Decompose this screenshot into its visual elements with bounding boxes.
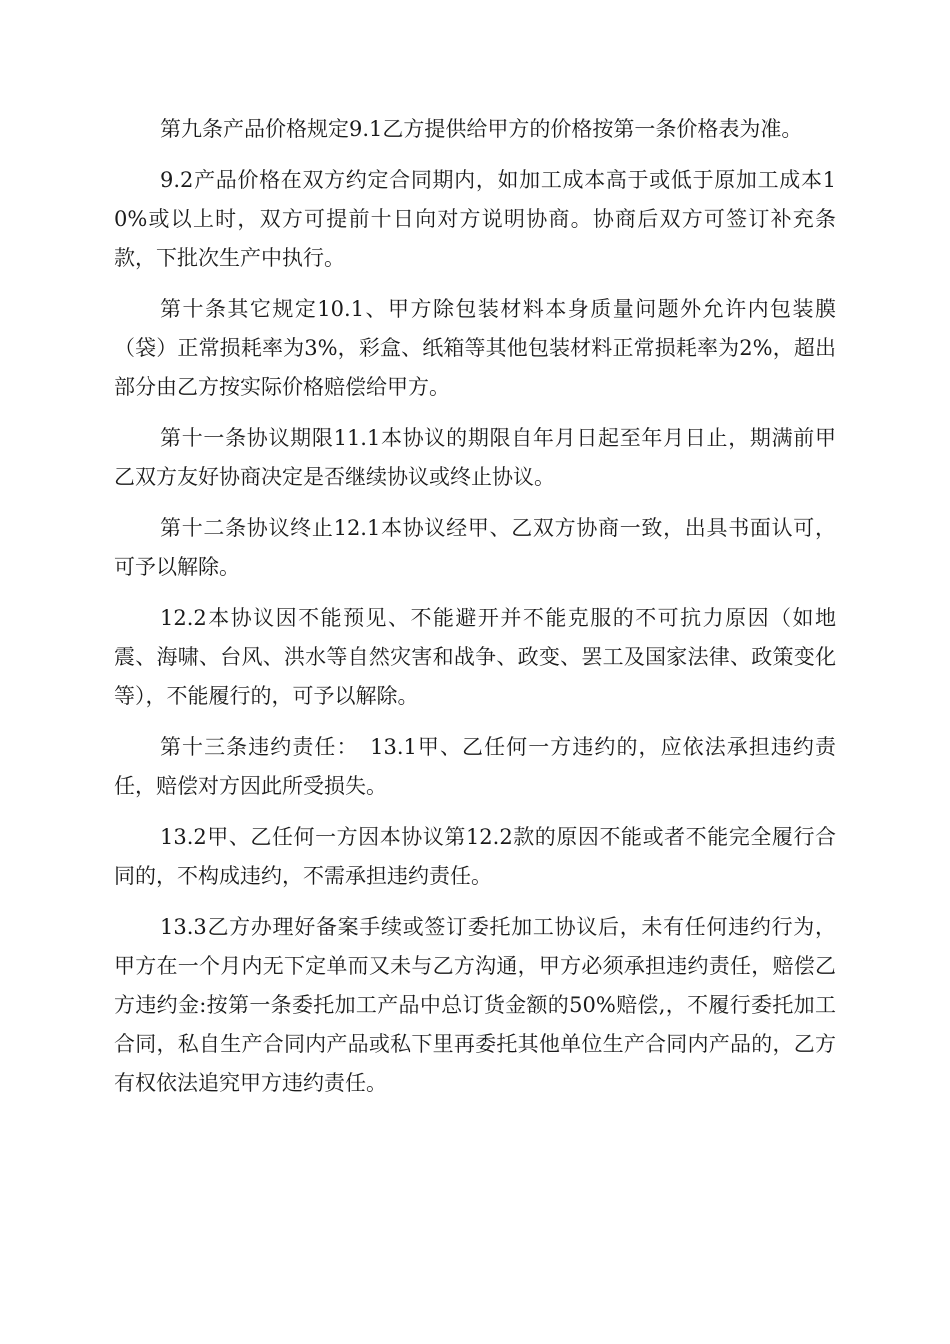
paragraph-article-9-1: 第九条产品价格规定9.1乙方提供给甲方的价格按第一条价格表为准。 <box>160 117 803 141</box>
paragraph-article-12-2: 12.2本协议因不能预见、不能避开并不能克服的不可抗力原因（如地震、海啸、台风、洪水等自然灾害和战争、政变、罢工及国家法律、政策变化等），不能履行的，可予以解除。 <box>114 606 836 708</box>
paragraph-article-10-1: 第十条其它规定10.1、甲方除包装材料本身质量问题外允许内包装膜（袋）正常损耗率为3%，彩盒、纸箱等其他包装材料正常损耗率为2%，超出部分由乙方按实际价格赔偿给甲方。 <box>114 297 836 399</box>
paragraph-article-11-1: 第十一条协议期限11.1本协议的期限自年月日起至年月日止，期满前甲乙双方友好协商决定是否继续协议或终止协议。 <box>114 426 836 489</box>
document-body <box>114 110 836 1115</box>
paragraph-article-9-2: 9.2产品价格在双方约定合同期内，如加工成本高于或低于原加工成本10%或以上时，双方可提前十日向对方说明协商。协商后双方可签订补充条款，下批次生产中执行。 <box>114 168 836 270</box>
paragraph-article-13-3: 13.3乙方办理好备案手续或签订委托加工协议后，未有任何违约行为，甲方在一个月内无下定单而又未与乙方沟通，甲方必须承担违约责任，赔偿乙方违约金:按第一条委托加工产品中总订货金额的50%赔偿,，不履行委托加工合同，私自生产合同内产品或私下里再委托其他单位生产合同内产品的，乙方有权依法追究甲方违约责任。 <box>114 915 836 1095</box>
paragraph-article-13-1: 第十三条违约责任： 13.1甲、乙任何一方违约的，应依法承担违约责任，赔偿对方因此所受损失。 <box>114 735 836 798</box>
paragraph-article-12-1: 第十二条协议终止12.1本协议经甲、乙双方协商一致，出具书面认可，可予以解除。 <box>114 516 836 579</box>
paragraph-article-13-2: 13.2甲、乙任何一方因本协议第12.2款的原因不能或者不能完全履行合同的，不构成违约，不需承担违约责任。 <box>114 825 836 888</box>
